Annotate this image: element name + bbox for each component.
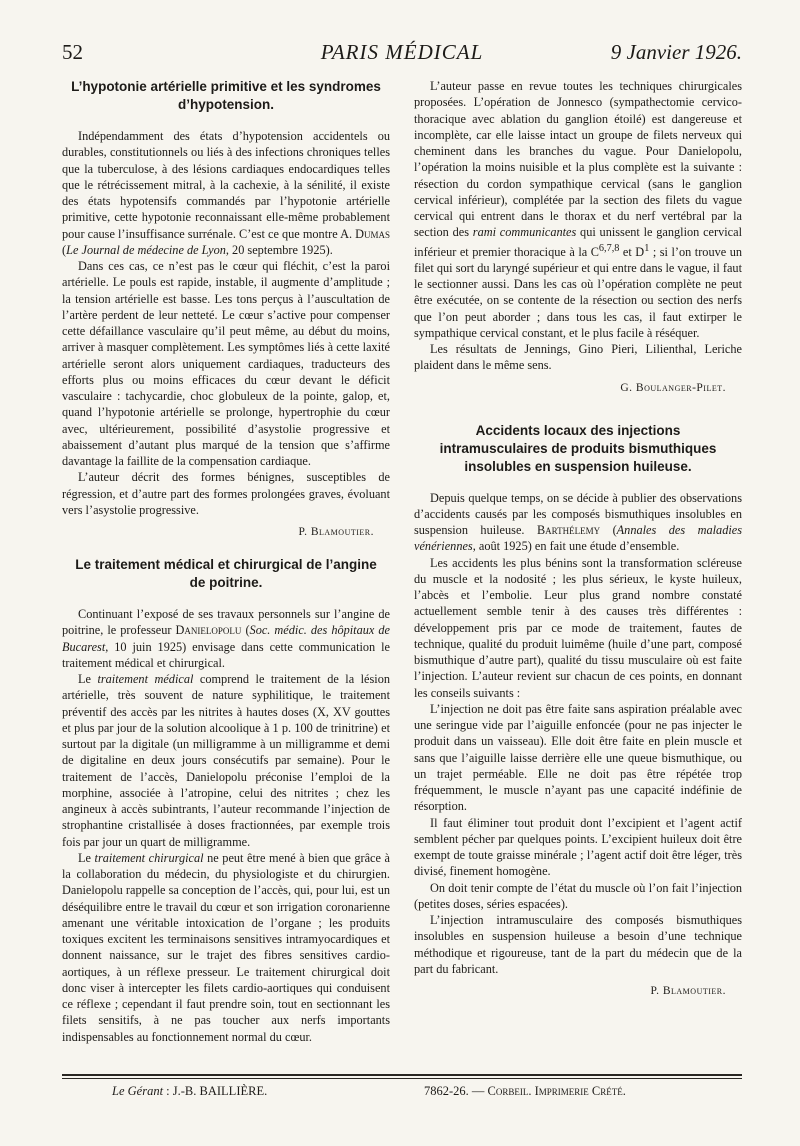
paragraph: Depuis quelque temps, on se décide à publier des observations d’accidents causés par les composés bismuthiques insolubles en suspension huileuse. Barthélemy (Annales des maladies vénériennes, août 1925) en fait une étude d’ensemble. (414, 490, 742, 554)
author-signature: P. Blamoutier. (298, 526, 374, 538)
author-signature: G. Boulanger-Pilet. (620, 381, 726, 394)
journal-page (62, 40, 743, 1044)
paragraph: L’auteur passe en revue toutes les techniques chirurgicales proposées. L’opération de Jonnesco (sympathectomie cervico-thoracique avec ablation du ganglion étoilé) est dangereuse et incomplète, car elle laisse intact un groupe de filets nerveux qui cheminent dans les branches du vague. Pour Danielopolu, l’opération la moins nuisible et la plus complète est la suivante : résection du cordon sympathique cervical (sans le ganglion cervical inférieur), complétée par la section des filets du vague cervical qui entrent dans le thorax et du nerf vertébral par la section des rami communicantes qui unissent le ganglion cervical inférieur et premier thoracique à la C$^{6,7,8}$ et $D^1$ ; si l’on trouve un filet qui sort du laryngé supérieur et qui entre dans le vague, il faut le sectionner aussi. Dans les cas où l’opération complète ne peut être exécutée, on se contente de la résection ou section des nerfs que l’on peut aborder ; dans tous les cas, il faut extirper le sympathique cervical constant, et le plus facile à réséquer. (414, 79, 743, 340)
page-footer (62, 1084, 742, 1102)
paragraph: Indépendamment des états d’hypotension accidentels ou durables, constitutionnels ou liés à des infections chroniques telles que la tuberculose, à des lésions cardiaques endocardiques telles que le rétrécissement mitral, à la cachexie, à la sénilité, il existe des états hypotensifs commandés par l’hypotonie artérielle primitive, cette hypotonie reconnaissant elle-même probablement pour cause l’insuffisance surrénale. C’est ce que montre A. Dumas (Le Journal de médecine de Lyon, 20 septembre 1925). (62, 129, 390, 257)
author-signature: P. Blamoutier. (650, 985, 726, 998)
article-title-hypotonie: L’hypotonie artérielle primitive et les syndromes d’hypotension. (71, 79, 381, 112)
printer-line: 7862-26. — Corbeil. Imprimerie Crété. (424, 1084, 626, 1098)
paragraph: Le traitement médical comprend le traitement de la lésion artérielle, très souvent de nature syphilitique, le traitement préventif des accès par les nitrites à hautes doses (X, XV gouttes et plus par jour de la solution alcoolique à 1 p. 100 de trinitrine) et surtout par la digitale (un milligramme à un milligramme et demi de digitaline en deux jours consécutifs par semaine). Pour le traitement de l’accès, Danielopolu préconise l’emploi de la morphine, associée à l’atropine, celui des nitrites ; chez les angineux à accès subintrants, l’auteur recommande l’injection de strophantine cristallisée à doses fractionnées, par exemple trois fois par jour un quart de milligramme. (62, 672, 390, 849)
paragraph: L’injection ne doit pas être faite sans aspiration préalable avec une seringue vide par l’aiguille enfoncée (pour ne pas injecter le produit dans un vaisseau). Elle doit être faite en plein muscle et sans que l’aiguille laisse derrière elle une queue bismuthique, ou un trajet perméable. Elle ne doit pas être répétée trop fréquemment, le muscle n’ayant pas une capacité indéfinie de résorption. (414, 701, 742, 814)
two-column-body (62, 78, 742, 1078)
paragraph: Les résultats de Jennings, Gino Pieri, Lilienthal, Leriche plaident dans le même sens. (414, 342, 742, 373)
paragraph: Dans ces cas, ce n’est pas le cœur qui fléchit, c’est la paroi artérielle. Le pouls est rapide, instable, il augmente d’amplitude ; la tension artérielle est basse. Les tons perçus à l’auscultation de l’artère perdent de leur netteté. Le cœur s’active pour compenser cette défaillance vasculaire qu’il peut même, au début du moins, arriver à masquer complètement. Les symptômes liés à cette laxité artérielle seront alors uniquement cardiaques, traducteurs des efforts plus ou moins efficaces du cœur devant le déficit vasculaire : tachycardie, choc globuleux de la pointe, galop, et, quand l’hypotonie artérielle se prolonge, hypertrophie du cœur avec, ultérieurement, possibilité d’asystolie progressive et abaissement d’autant plus marqué de la tension que s’affirme davantage la faillite de la compensation cardiaque. (62, 259, 390, 468)
paragraph: Il faut éliminer tout produit dont l’excipient et l’agent actif semblent pécher par quelques points. L’excipient huileux doit être exempt de toute graisse minérale ; l’agent actif doit être léger, très divisé, finement homogène. (414, 815, 742, 879)
footer-rule (62, 1074, 742, 1076)
publisher-line: Le Gérant : J.-B. BAILLIÈRE. (112, 1084, 268, 1098)
paragraph: L’injection intramusculaire des composés bismuthiques insolubles en suspension huileuse a besoin d’une technique méthodique et rigoureuse, tant de la part du médecin que de la part du fabricant. (414, 913, 742, 976)
paragraph: L’auteur décrit des formes bénignes, susceptibles de régression, et d’autre part des formes prolongées graves, évoluant vers l’asystolie progressive. (62, 470, 390, 517)
page-number: 52 (62, 40, 83, 64)
journal-title: PARIS MÉDICAL (320, 40, 484, 64)
paragraph: Les accidents les plus bénins sont la transformation scléreuse du muscle et la nodosité ; les plus sérieux, le kyste huileux, l’abcès et l’embolie. Leur plus grand nombre constaté actuellement semble tenir à des causes très différentes : développement pris par ce mode de traitement, fautes de technique, qualité du produit luimême (huile d’une part, composé bismuthique d’autre part), qualité du tissu musculaire où est faite l’injection. L’auteur revient sur chacun de ces points, en donnant les conseils suivants : (414, 555, 742, 700)
issue-date: 9 Janvier 1926. (610, 40, 742, 64)
left-column (62, 78, 390, 1045)
paragraph: Le traitement chirurgical ne peut être mené à bien que grâce à la collaboration du médecin, du physiologiste et du chirurgien. Danielopolu rappelle sa conception de l’accès, qui, pour lui, est un déséquilibre entre le travail du cœur et son irrigation coronarienne amenant une véritable intoxication de l’organe ; les produits toxiques excitent les terminaisons sensitives intramyocardiques et donnent naissance, sur le trajet des fibres sensitives cardio-aortiques, à un réflexe presseur. Le traitement chirurgical doit donc viser à intercepter les filets cardio-aortiques qui conduisent ce réflexe ; cependant il faut prendre soin, tout en sectionnant les filets sensitifs, à ne pas toucher aux nerfs importants indispensables au fonctionnement normal du cœur. (62, 850, 390, 1044)
article-title-bismuth: Accidents locaux des injections intramusculaires de produits bismuthiques insolubles en suspension huileuse. (439, 422, 717, 474)
paragraph: Continuant l’exposé de ses travaux personnels sur l’angine de poitrine, le professeur Danielopolu (Soc. médic. des hôpitaux de Bucarest, 10 juin 1925) envisage dans cette communication le traitement médical et chirurgical. (62, 607, 390, 670)
running-header (62, 40, 742, 68)
right-column (414, 78, 742, 997)
article-title-angine: Le traitement médical et chirurgical de l’angine de poitrine. (75, 557, 377, 590)
paragraph: On doit tenir compte de l’état du muscle où l’on fait l’injection (petites doses, séries espacées). (414, 880, 742, 911)
footer-rule-thin (62, 1078, 742, 1079)
